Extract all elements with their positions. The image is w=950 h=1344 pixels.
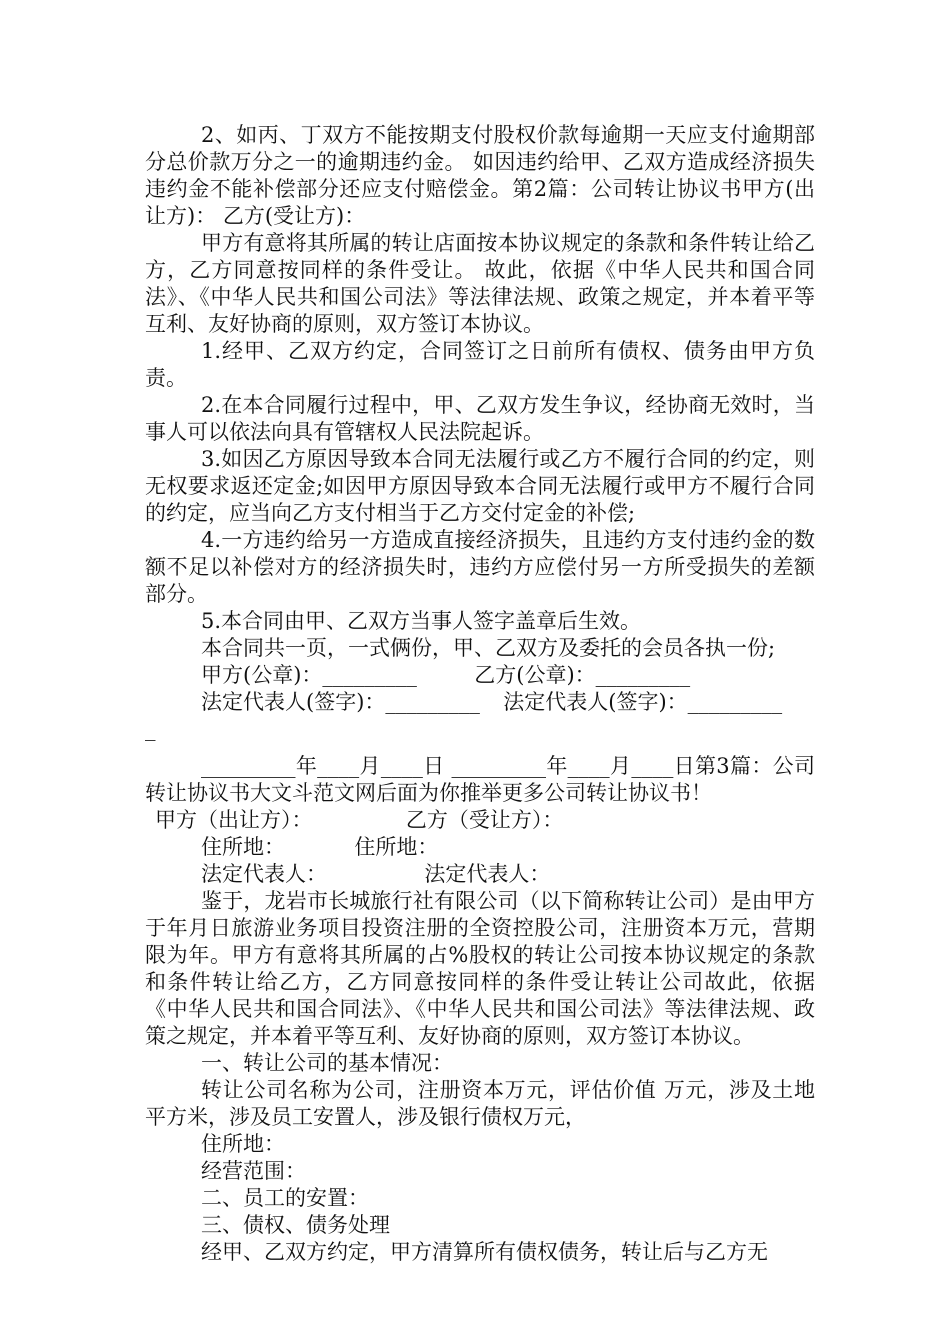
date-line: _________年____月____日 _________年____月____日第3篇：公司转让协议书大文斗范文网后面为你推举更多公司转让协议书！ (145, 754, 815, 805)
clause-4: 4.一方违约给另一方造成直接经济损失，且违约方支付违约金的数额不足以补偿对方的经济损失时，违约方应偿付另一方所受损失的差额部分。 (145, 528, 815, 606)
paragraph: 甲方有意将其所属的转让店面按本协议规定的条款和条件转让给乙方，乙方同意按同样的条件受让。 故此，依据《中华人民共和国合同法》、《中华人民共和国公司法》等法律法规、政策之规定，并本着平等互利、友好协商的原则，双方签订本协议。 (145, 231, 815, 336)
party-b-label: 乙方（受让方）： (405, 808, 564, 832)
recital-paragraph: 鉴于，龙岩市长城旅行社有限公司（以下简称转让公司）是由甲方于年月日旅游业务项目投资注册的全资控股公司，注册资本万元，营期限为年。甲方有意将其所属的占%股权的转让公司按本协议规定的条款和条件转让给乙方，乙方同意按同样的条件受让转让公司故此，依据《中华人民共和国合同法》、《中华人民共和国公司法》等法律法规、政策之规定，并本着平等互利、友好协商的原则，双方签订本协议。 (145, 889, 815, 1048)
clause-3: 3.如因乙方原因导致本合同无法履行或乙方不履行合同的约定，则无权要求返还定金;如因甲方原因导致本合同无法履行或甲方不履行合同的约定，应当向乙方支付相当于乙方交付定金的补偿; (145, 447, 815, 525)
party-a-label: 甲方（出让方）： (155, 808, 313, 832)
parties-line (145, 807, 815, 834)
clause-2: 2.在本合同履行过程中，甲、乙双方发生争议，经协商无效时，当事人可以依法向具有管辖权人民法院起诉。 (145, 393, 815, 444)
seal-line (145, 662, 815, 689)
document-page (145, 122, 815, 1266)
representative-line (145, 689, 815, 716)
address-line (145, 834, 815, 861)
party-a-rep: 法定代表人： (201, 862, 327, 886)
party-b-address: 住所地： (354, 835, 439, 859)
legal-rep-line (145, 861, 815, 888)
section-heading-3: 三、债权、债务处理 (201, 1213, 390, 1237)
section-heading-2: 二、员工的安置： (201, 1186, 369, 1210)
party-a-seal: 甲方(公章)：_________ (201, 663, 417, 687)
party-a-address: 住所地： (201, 835, 285, 859)
business-scope-field: 经营范围： (201, 1159, 306, 1183)
section-heading-1: 一、转让公司的基本情况： (201, 1051, 453, 1075)
clause-1: 1.经甲、乙双方约定，合同签订之日前所有债权、债务由甲方负责。 (145, 339, 815, 390)
copies-note: 本合同共一页，一式俩份，甲、乙双方及委托的会员各执一份; (201, 636, 776, 660)
paragraph: 2、如丙、丁双方不能按期支付股权价款每逾期一天应支付逾期部分总价款万分之一的逾期违约金。 如因违约给甲、乙双方造成经济损失违约金不能补偿部分还应支付赔偿金。第2篇：公司转让协议书甲方(出让方)： 乙方(受让方)： (145, 123, 815, 228)
party-b-rep: 法定代表人： (424, 862, 551, 886)
rep-b-signature: 法定代表人(签字)：_________ (503, 690, 783, 714)
debt-clause: 经甲、乙双方约定，甲方清算所有债权债务，转让后与乙方无 (201, 1240, 768, 1264)
party-b-seal: 乙方(公章)：_________ (474, 663, 691, 687)
signature-tail: _ (145, 717, 156, 741)
company-info: 转让公司名称为公司，注册资本万元，评估价值 万元，涉及土地平方米，涉及员工安置人，涉及银行债权万元， (145, 1078, 815, 1129)
rep-a-signature: 法定代表人(签字)：_________ (201, 690, 480, 714)
clause-5: 5.本合同由甲、乙双方当事人签字盖章后生效。 (201, 609, 642, 633)
address-field: 住所地： (201, 1132, 285, 1156)
